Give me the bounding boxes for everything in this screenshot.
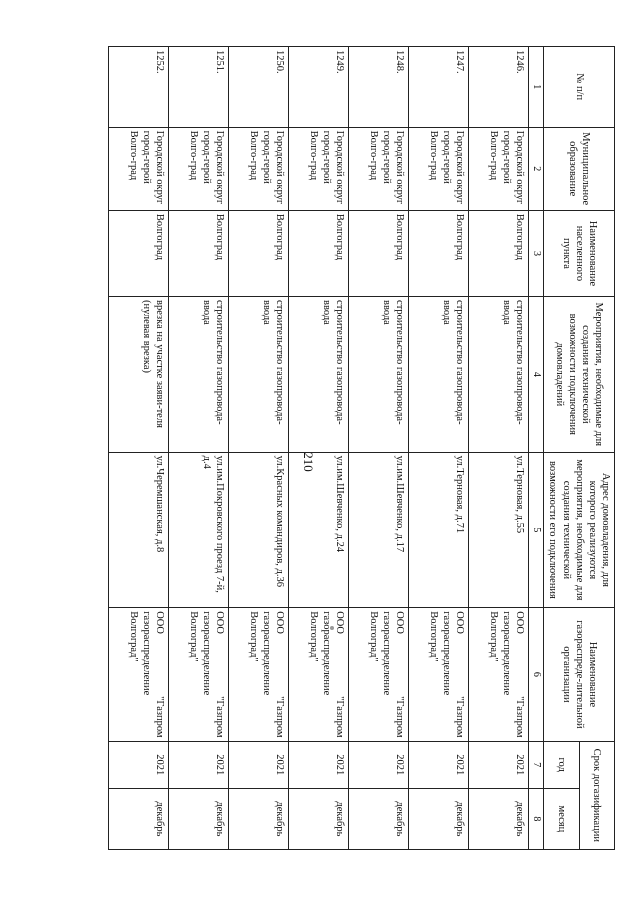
row-number: 1251.	[168, 47, 228, 128]
month-cell: декабрь	[108, 788, 168, 849]
settlement-cell: Волгоград	[228, 210, 288, 296]
municipality-cell: Городской округ город-герой Волго-град	[228, 127, 288, 210]
measure-cell: строительство газопровода-ввода	[168, 297, 228, 453]
municipality-cell: Городской округ город-герой Волго-град	[288, 127, 348, 210]
address-cell: ул.им.Шевченко, д.17	[348, 452, 408, 608]
column-number: 1	[528, 47, 544, 128]
row-number: 1249.	[288, 47, 348, 128]
year-cell: 2021	[408, 741, 468, 788]
municipality-cell: Городской округ город-герой Волго-град	[348, 127, 408, 210]
municipality-cell: Городской округ город-герой Волго-град	[108, 127, 168, 210]
address-cell: ул.Терновая, д.71	[408, 452, 468, 608]
gasification-table	[108, 46, 615, 850]
year-cell: 2021	[168, 741, 228, 788]
header-num: № п/п	[544, 47, 615, 128]
organization-cell: ООО "Газпром газораспределение Волгоград"	[468, 608, 528, 741]
municipality-cell: Городской округ город-герой Волго-град	[468, 127, 528, 210]
organization-cell: ООО "Газпром газораспределение Волгоград"	[168, 608, 228, 741]
address-cell: ул.Красных командиров, д.36	[228, 452, 288, 608]
header-settlement: Наименование населенного пункта	[544, 210, 615, 296]
table-row	[108, 47, 168, 850]
measure-cell: строительство газопровода-ввода	[468, 297, 528, 453]
month-cell: декабрь	[348, 788, 408, 849]
month-cell: декабрь	[228, 788, 288, 849]
settlement-cell: Волгоград	[288, 210, 348, 296]
column-number: 5	[528, 452, 544, 608]
column-number: 4	[528, 297, 544, 453]
settlement-cell: Волгоград	[168, 210, 228, 296]
table-row	[228, 47, 288, 850]
year-cell: 2021	[288, 741, 348, 788]
settlement-cell: Волгоград	[348, 210, 408, 296]
table-body	[108, 47, 528, 850]
row-number: 1248.	[348, 47, 408, 128]
month-cell: декабрь	[468, 788, 528, 849]
measure-cell: строительство газопровода-ввода	[228, 297, 288, 453]
row-number: 1252.	[108, 47, 168, 128]
column-number-row	[528, 47, 544, 850]
organization-cell: ООО "Газпром газораспределение Волгоград"	[348, 608, 408, 741]
measure-cell: строительство газопровода-ввода	[408, 297, 468, 453]
header-month: месяц	[544, 788, 579, 849]
table-row	[288, 47, 348, 850]
column-number: 8	[528, 788, 544, 849]
organization-cell: ООО "Газпром газораспределение Волгоград"	[108, 608, 168, 741]
municipality-cell: Городской округ город-герой Волго-град	[168, 127, 228, 210]
address-cell: ул.им.Покровского проезд 7-й, д.4	[168, 452, 228, 608]
header-term: Срок догазификации	[579, 741, 614, 849]
month-cell: декабрь	[288, 788, 348, 849]
table-header	[528, 47, 614, 850]
organization-cell: ООО "Газпром газораспределение Волгоград"	[228, 608, 288, 741]
row-number: 1250.	[228, 47, 288, 128]
table-row	[348, 47, 408, 850]
address-cell: ул.Терновая, д.55	[468, 452, 528, 608]
measure-cell: строительство газопровода-ввода	[348, 297, 408, 453]
table-row	[168, 47, 228, 850]
table-row	[408, 47, 468, 850]
column-number: 2	[528, 127, 544, 210]
organization-cell: ООО "Газпром газораспределение Волгоград"	[288, 608, 348, 741]
header-address: Адрес домовладения, для которого реализуются мероприятия, необходимые для создания технической возможности его подключения	[544, 452, 615, 608]
month-cell: декабрь	[168, 788, 228, 849]
measure-cell: врезка на участке заяви-теля (нулевая врезка)	[108, 297, 168, 453]
year-cell: 2021	[348, 741, 408, 788]
settlement-cell: Волгоград	[408, 210, 468, 296]
column-number: 7	[528, 741, 544, 788]
year-cell: 2021	[468, 741, 528, 788]
address-cell: ул.им.Шевченко, д.24	[288, 452, 348, 608]
header-year: год	[544, 741, 579, 788]
municipality-cell: Городской округ город-герой Волго-град	[408, 127, 468, 210]
month-cell: декабрь	[408, 788, 468, 849]
settlement-cell: Волгоград	[108, 210, 168, 296]
settlement-cell: Волгоград	[468, 210, 528, 296]
header-measures: Мероприятия, необходимые для создания технической возможности подключения домовладений	[544, 297, 615, 453]
row-number: 1247.	[408, 47, 468, 128]
year-cell: 2021	[228, 741, 288, 788]
address-cell: ул.Черемшанская, д.8	[108, 452, 168, 608]
year-cell: 2021	[108, 741, 168, 788]
header-municipality: Муниципальное образование	[544, 127, 615, 210]
organization-cell: ООО "Газпром газораспределение Волгоград"	[408, 608, 468, 741]
page-number: 210	[301, 452, 316, 472]
table-row	[468, 47, 528, 850]
measure-cell: строительство газопровода-ввода	[288, 297, 348, 453]
column-number: 6	[528, 608, 544, 741]
row-number: 1246.	[468, 47, 528, 128]
column-number: 3	[528, 210, 544, 296]
header-organization: Наименование газораспреде-лительной организации	[544, 608, 615, 741]
